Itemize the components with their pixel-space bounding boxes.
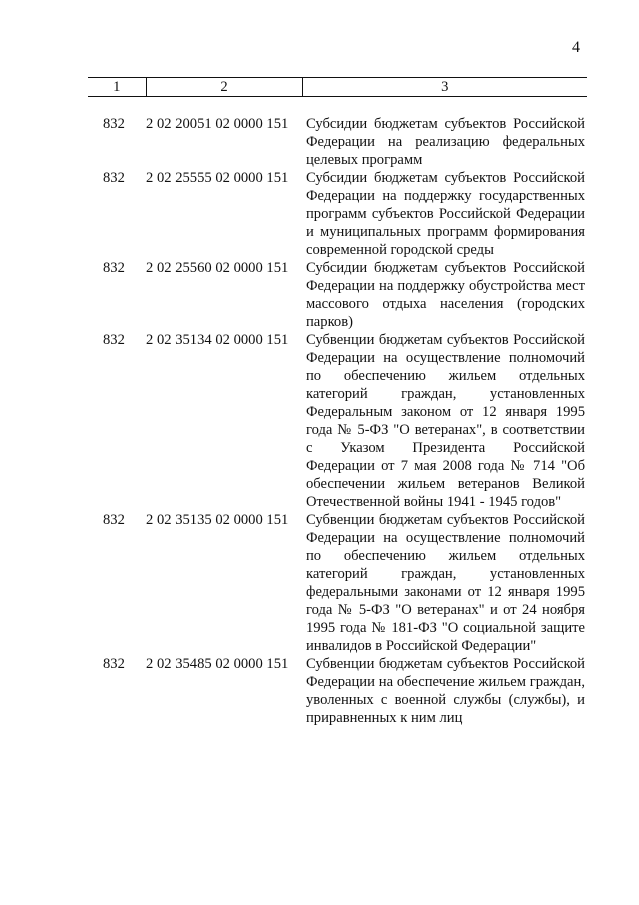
revenue-name-cell: Субвенции бюджетам субъектов Российской Федерации на осуществление полномочий по обеспечению жильем отдельных категорий граждан, установленных Федеральным законом от 12 января 1995 года № 5-ФЗ "О ветеранах", в соответствии с Указом Президента Российской Федерации от 7 мая 2008 года № 714 "Об обеспечении жильем ветеранов Великой Отечественной войны 1941 - 1945 годов" — [306, 332, 585, 510]
budget-code-cell: 2 02 25555 02 0000 151 — [146, 170, 289, 186]
budget-code-cell: 2 02 35135 02 0000 151 — [146, 512, 289, 528]
admin-code-cell: 832 — [103, 656, 125, 672]
table-row — [88, 511, 587, 655]
revenue-name-cell: Субвенции бюджетам субъектов Российской Федерации на обеспечение жильем граждан, уволенных с военной службы (службы), и приравненных к ним лиц — [306, 656, 585, 726]
table-row — [88, 169, 587, 259]
column-header-3: 3 — [302, 78, 587, 97]
table-row — [88, 331, 587, 511]
admin-code-cell: 832 — [103, 260, 125, 276]
table-header-row — [88, 78, 587, 97]
column-header-1: 1 — [88, 78, 146, 97]
admin-code-cell: 832 — [103, 512, 125, 528]
revenue-name-cell: Субсидии бюджетам субъектов Российской Федерации на реализацию федеральных целевых программ — [306, 116, 585, 168]
column-header-2: 2 — [146, 78, 302, 97]
revenue-name-cell: Субсидии бюджетам субъектов Российской Федерации на поддержку государственных программ субъектов Российской Федерации и муниципальных программ формирования современной городской среды — [306, 170, 585, 258]
budget-code-cell: 2 02 20051 02 0000 151 — [146, 116, 289, 132]
table-row — [88, 259, 587, 331]
budget-code-cell: 2 02 25560 02 0000 151 — [146, 260, 289, 276]
revenue-name-cell: Субсидии бюджетам субъектов Российской Федерации на поддержку обустройства мест массового отдыха населения (городских парков) — [306, 260, 585, 330]
table-row — [88, 655, 587, 727]
budget-code-cell: 2 02 35134 02 0000 151 — [146, 332, 289, 348]
admin-code-cell: 832 — [103, 116, 125, 132]
page-number: 4 — [572, 39, 580, 56]
revenue-name-cell: Субвенции бюджетам субъектов Российской Федерации на осуществление полномочий по обеспечению жильем отдельных категорий граждан, установленных федеральными законами от 12 января 1995 года № 5-ФЗ "О ветеранах" и от 24 ноября 1995 года № 181-ФЗ "О социальной защите инвалидов в Российской Федерации" — [306, 512, 585, 654]
admin-code-cell: 832 — [103, 170, 125, 186]
budget-code-cell: 2 02 35485 02 0000 151 — [146, 656, 289, 672]
revenue-codes-table — [88, 77, 587, 727]
admin-code-cell: 832 — [103, 332, 125, 348]
table-row — [88, 97, 587, 170]
